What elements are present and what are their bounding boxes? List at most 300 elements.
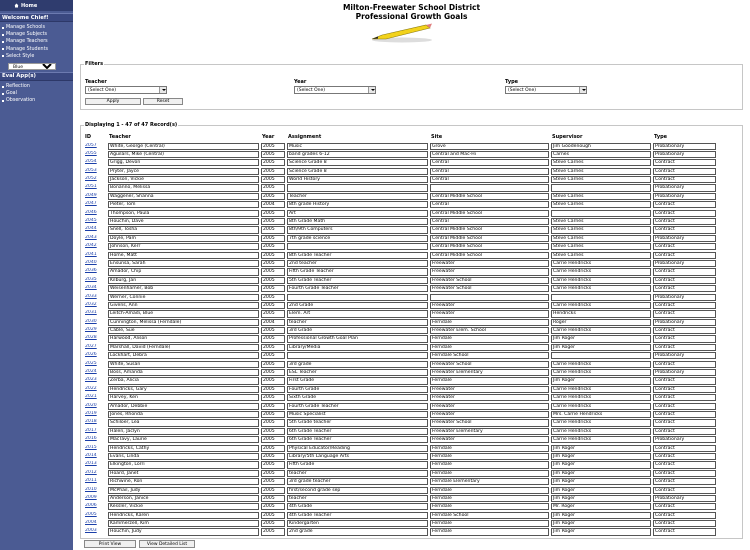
cell-type: Contract xyxy=(653,159,716,166)
table-row xyxy=(84,503,739,511)
cell-supervisor: Jim Goodenough xyxy=(551,143,651,150)
cell-assignment: 3rd grade teacher xyxy=(287,478,428,485)
record-id-link[interactable]: 2009 xyxy=(84,495,106,502)
cell-type: Contract xyxy=(653,377,716,384)
type-select[interactable] xyxy=(505,86,587,94)
cell-type: Probationary xyxy=(653,369,716,376)
cell-site: Freewater xyxy=(430,403,549,410)
cell-year: 2005 xyxy=(261,268,285,275)
cell-assignment: 2nd teacher xyxy=(287,260,428,267)
cell-type: Contract xyxy=(653,201,716,208)
record-id-link[interactable]: 2020 xyxy=(84,403,106,410)
page-header xyxy=(73,0,750,56)
cell-assignment: ESL Teacher xyxy=(287,369,428,376)
type-select-value: (Select One) xyxy=(508,87,536,93)
record-id-link[interactable]: 2054 xyxy=(84,159,106,166)
cell-site: Freewater xyxy=(430,394,549,401)
year-filter xyxy=(294,79,376,94)
cell-year: 2005 xyxy=(261,344,285,351)
record-id-link[interactable]: 2021 xyxy=(84,394,106,401)
cell-teacher: Leitch-Amadi, Blue xyxy=(108,310,259,317)
table-body xyxy=(84,142,739,536)
cell-site: Central xyxy=(430,176,549,183)
cell-teacher: Pryter, Jayce xyxy=(108,168,259,175)
menu-observation[interactable] xyxy=(2,97,73,104)
menu-label: Observation xyxy=(6,98,36,104)
table-row xyxy=(84,142,739,150)
record-id-link[interactable]: 2035 xyxy=(84,277,106,284)
cell-teacher: Houchin, Judy xyxy=(108,528,259,535)
results-legend: Displaying 1 - 47 of 47 Record(s) xyxy=(85,122,178,128)
cell-supervisor: Carnes xyxy=(551,151,651,158)
table-row xyxy=(84,461,739,469)
table-row xyxy=(84,159,739,167)
table-row xyxy=(84,285,739,293)
cell-year: 2005 xyxy=(261,528,285,535)
table-row xyxy=(84,528,739,536)
menu-manage-schools[interactable] xyxy=(2,24,73,31)
record-id-link[interactable]: 2006 xyxy=(84,503,106,510)
cell-type: Contract xyxy=(653,310,716,317)
cell-year: 2005 xyxy=(261,226,285,233)
cell-year: 2005 xyxy=(261,369,285,376)
cell-site: Freewater xyxy=(430,310,549,317)
column-header-year[interactable]: Year xyxy=(262,134,275,140)
cell-teacher: McPhail, Judy xyxy=(108,487,259,494)
record-id-link[interactable]: 2040 xyxy=(84,260,106,267)
record-id-link[interactable]: 2011 xyxy=(84,478,106,485)
record-id-link[interactable]: 2023 xyxy=(84,377,106,384)
record-id-link[interactable]: 2046 xyxy=(84,210,106,217)
record-id-link[interactable]: 2044 xyxy=(84,226,106,233)
cell-year: 2005 xyxy=(261,294,285,301)
view-detailed-list-button[interactable]: View Detailed List xyxy=(139,540,195,548)
cell-site: Central Middle School xyxy=(430,243,549,250)
table-row xyxy=(84,209,739,217)
cell-teacher: Snell, Tosha xyxy=(108,226,259,233)
cell-year: 2005 xyxy=(261,352,285,359)
record-id-link[interactable]: 2003 xyxy=(84,528,106,535)
table-row xyxy=(84,402,739,410)
table-row xyxy=(84,427,739,435)
cell-teacher: Amador, Chip xyxy=(108,268,259,275)
cell-teacher: White, George (Central) xyxy=(108,143,259,150)
cell-type: Probationary xyxy=(653,235,716,242)
record-id-link[interactable]: 2018 xyxy=(84,419,106,426)
cell-site: Freewater xyxy=(430,268,549,275)
cell-teacher: Hendricks, Karen xyxy=(108,512,259,519)
record-id-link[interactable]: 2034 xyxy=(84,285,106,292)
cell-supervisor: Jim Roger xyxy=(551,495,651,502)
table-row xyxy=(84,184,739,192)
cell-type: Contract xyxy=(653,268,716,275)
record-id-link[interactable]: 2004 xyxy=(84,520,106,527)
record-id-link[interactable]: 2049 xyxy=(84,193,106,200)
record-id-link[interactable]: 2033 xyxy=(84,294,106,301)
cell-assignment: 5th Grade teacher xyxy=(287,419,428,426)
cell-assignment: 3rd Grade xyxy=(287,327,428,334)
cell-teacher: Evans, Linda xyxy=(108,453,259,460)
cell-assignment: First Grade xyxy=(287,377,428,384)
cell-assignment: Fifth Grade Teacher xyxy=(287,268,428,275)
menu-reflection[interactable] xyxy=(2,83,73,90)
bullet-icon xyxy=(2,55,4,57)
cell-supervisor: Jim Roger xyxy=(551,520,651,527)
cell-assignment: 8th Grade Teacher xyxy=(287,252,428,259)
cell-site: Central xyxy=(430,218,549,225)
menu-manage-teachers[interactable] xyxy=(2,38,73,45)
filters-panel xyxy=(80,61,743,110)
column-header-assignment[interactable]: Assignment xyxy=(288,134,322,140)
cell-type: Contract xyxy=(653,344,716,351)
record-id-link[interactable]: 2043 xyxy=(84,235,106,242)
cell-teacher: Johnson, Kerr xyxy=(108,243,259,250)
cell-site: Ferndale xyxy=(430,461,549,468)
record-id-link[interactable]: 2014 xyxy=(84,453,106,460)
cell-type: Contract xyxy=(653,210,716,217)
record-id-link[interactable]: 2032 xyxy=(84,302,106,309)
cell-assignment: 4th Grade Teacher xyxy=(287,512,428,519)
cell-year: 2005 xyxy=(261,168,285,175)
cell-assignment: Fourth Grade Teacher xyxy=(287,403,428,410)
cell-site: Freewater xyxy=(430,436,549,443)
sidebar xyxy=(0,0,73,550)
record-id-link[interactable]: 2028 xyxy=(84,335,106,342)
cell-year: 2005 xyxy=(261,243,285,250)
cell-assignment: 5th Grade Teacher xyxy=(287,277,428,284)
column-header-site[interactable]: Site xyxy=(431,134,443,140)
column-header-type[interactable]: Type xyxy=(654,134,668,140)
cell-teacher: Doyle, Pam xyxy=(108,235,259,242)
cell-year: 2005 xyxy=(261,218,285,225)
type-filter xyxy=(505,79,587,94)
record-id-link[interactable]: 2015 xyxy=(84,445,106,452)
cell-teacher: Pieter, Tom xyxy=(108,201,259,208)
cell-supervisor: Roger xyxy=(551,319,651,326)
cell-site: Freewater xyxy=(430,411,549,418)
menu-label: Manage Subjects xyxy=(6,32,48,38)
table-row xyxy=(84,360,739,368)
cell-site: Central Middle School xyxy=(430,235,549,242)
cell-year: 2005 xyxy=(261,436,285,443)
cell-site: Ferndale School xyxy=(430,512,549,519)
cell-site: Ferndale xyxy=(430,495,549,502)
cell-supervisor: Jim Roger xyxy=(551,478,651,485)
record-id-link[interactable]: 2005 xyxy=(84,512,106,519)
cell-type: Contract xyxy=(653,361,716,368)
record-id-link[interactable]: 2017 xyxy=(84,428,106,435)
column-header-teacher[interactable]: Teacher xyxy=(109,134,131,140)
record-id-link[interactable]: 2025 xyxy=(84,361,106,368)
cell-assignment: Kindergarten xyxy=(287,520,428,527)
cell-type: Contract xyxy=(653,176,716,183)
cell-supervisor: Carrie Hendricks xyxy=(551,369,651,376)
record-id-link[interactable]: 2012 xyxy=(84,470,106,477)
cell-supervisor: Carrie Hendricks xyxy=(551,394,651,401)
cell-type: Contract xyxy=(653,503,716,510)
teacher-label: Teacher xyxy=(85,79,107,85)
cell-year: 2005 xyxy=(261,235,285,242)
cell-assignment xyxy=(287,243,428,250)
cell-year: 2005 xyxy=(261,277,285,284)
cell-site: Ferndale xyxy=(430,319,549,326)
cell-type: Probationary xyxy=(653,352,716,359)
table-row xyxy=(84,251,739,259)
table-row xyxy=(84,218,739,226)
bullet-icon xyxy=(2,34,4,36)
table-row xyxy=(84,301,739,309)
cell-teacher: Zerba, Alicia xyxy=(108,377,259,384)
record-id-link[interactable]: 2031 xyxy=(84,310,106,317)
style-select[interactable] xyxy=(8,63,56,70)
cell-year: 2004 xyxy=(261,201,285,208)
menu-select-style[interactable] xyxy=(2,53,73,60)
cell-site: Central Middle School xyxy=(430,252,549,259)
bullet-icon xyxy=(2,48,4,50)
table-row xyxy=(84,234,739,242)
cell-supervisor: Steve Carnes xyxy=(551,193,651,200)
cell-year: 2005 xyxy=(261,151,285,158)
table-row xyxy=(84,469,739,477)
menu-label: Manage Students xyxy=(6,46,48,52)
teacher-filter xyxy=(85,79,167,94)
cell-assignment xyxy=(287,294,428,301)
cell-type: Probationary xyxy=(653,260,716,267)
cell-assignment: Science Grade 8 xyxy=(287,159,428,166)
record-id-link[interactable]: 2045 xyxy=(84,218,106,225)
table-row xyxy=(84,276,739,284)
cell-teacher: Amador, Debbie xyxy=(108,403,259,410)
cell-site: Freewater School xyxy=(430,277,549,284)
cell-site: Ferndale xyxy=(430,487,549,494)
cell-year: 2005 xyxy=(261,184,285,191)
cell-supervisor: Jim Roger xyxy=(551,453,651,460)
record-id-link[interactable]: 2052 xyxy=(84,176,106,183)
cell-type: Contract xyxy=(653,394,716,401)
cell-site: Ferndale xyxy=(430,377,549,384)
cell-site: Freewater Elementary xyxy=(430,428,549,435)
home-icon xyxy=(14,3,19,8)
cell-site: Central xyxy=(430,168,549,175)
record-id-link[interactable]: 2019 xyxy=(84,411,106,418)
cell-year: 2005 xyxy=(261,428,285,435)
cell-assignment: Library/Media xyxy=(287,344,428,351)
table-row xyxy=(84,343,739,351)
cell-assignment: first/second grade sep xyxy=(287,487,428,494)
home-link[interactable] xyxy=(0,0,73,11)
record-id-link[interactable]: 2029 xyxy=(84,327,106,334)
cell-type: Contract xyxy=(653,520,716,527)
cell-teacher: Anderson, Janice xyxy=(108,495,259,502)
cell-year: 2005 xyxy=(261,143,285,150)
cell-type: Probationary xyxy=(653,151,716,158)
cell-year: 2005 xyxy=(261,411,285,418)
menu-manage-students[interactable] xyxy=(2,46,73,53)
cell-supervisor: Carrie Hendricks xyxy=(551,436,651,443)
teacher-select[interactable] xyxy=(85,86,167,94)
year-select-value: (Select One) xyxy=(297,87,325,93)
cell-teacher: White, Susan xyxy=(108,361,259,368)
cell-site: Ferndale xyxy=(430,520,549,527)
cell-site: Freewater School xyxy=(430,361,549,368)
record-id-link[interactable]: 2047 xyxy=(84,201,106,208)
cell-type: Contract xyxy=(653,285,716,292)
record-id-link[interactable]: 2042 xyxy=(84,243,106,250)
cell-site xyxy=(430,184,549,191)
cell-site: Central and Mac-Hi xyxy=(430,151,549,158)
apply-button[interactable]: Apply xyxy=(85,98,141,105)
table-row xyxy=(84,478,739,486)
cell-type: Contract xyxy=(653,218,716,225)
cell-site: Ferndale xyxy=(430,453,549,460)
year-select[interactable] xyxy=(294,86,376,94)
cell-type: Contract xyxy=(653,461,716,468)
column-header-id[interactable]: ID xyxy=(85,134,92,140)
cell-type: Contract xyxy=(653,302,716,309)
column-header-supervisor[interactable]: Supervisor xyxy=(552,134,583,140)
eval-menu xyxy=(0,81,73,107)
table-row xyxy=(84,226,739,234)
pencil-icon xyxy=(368,22,438,44)
bullet-icon xyxy=(2,27,4,29)
cell-assignment: Art xyxy=(287,210,428,217)
record-id-link[interactable]: 2016 xyxy=(84,436,106,443)
record-id-link[interactable]: 2030 xyxy=(84,319,106,326)
table-row xyxy=(84,377,739,385)
cell-teacher: Weisenhamer, Bob xyxy=(108,285,259,292)
record-id-link[interactable]: 2026 xyxy=(84,352,106,359)
cell-year: 2005 xyxy=(261,487,285,494)
cell-year: 2005 xyxy=(261,386,285,393)
cell-assignment: Fifth Grade xyxy=(287,461,428,468)
table-row xyxy=(84,192,739,200)
cell-assignment: 8th Grade Math xyxy=(287,218,428,225)
record-id-link[interactable]: 2041 xyxy=(84,252,106,259)
cell-supervisor: Mr. Roger xyxy=(551,503,651,510)
table-row xyxy=(84,452,739,460)
cell-site: Freewater xyxy=(430,386,549,393)
cell-site: Freewater Elementary xyxy=(430,369,549,376)
menu-manage-subjects[interactable] xyxy=(2,31,73,38)
cell-site: Ferndale xyxy=(430,344,549,351)
cell-year: 2005 xyxy=(261,361,285,368)
cell-type: Probationary xyxy=(653,193,716,200)
cell-teacher: Lockhart, Debra xyxy=(108,352,259,359)
record-id-link[interactable]: 2055 xyxy=(84,151,106,158)
cell-teacher: Givens, Ann xyxy=(108,302,259,309)
manage-menu xyxy=(0,22,73,62)
menu-goal[interactable] xyxy=(2,90,73,97)
record-id-link[interactable]: 2010 xyxy=(84,487,106,494)
cell-supervisor: Carrie Hendricks xyxy=(551,260,651,267)
cell-teacher: Harvey, Ken xyxy=(108,394,259,401)
record-id-link[interactable]: 2022 xyxy=(84,386,106,393)
record-id-link[interactable]: 2051 xyxy=(84,184,106,191)
cell-site: Central xyxy=(430,201,549,208)
cell-assignment: Teacher xyxy=(287,193,428,200)
record-id-link[interactable]: 2036 xyxy=(84,268,106,275)
cell-teacher: Hoard, Janet xyxy=(108,470,259,477)
cell-teacher: Schiloer, Lea xyxy=(108,419,259,426)
cell-teacher: Marshall, David (Ferndale) xyxy=(108,344,259,351)
filters-legend: Filters xyxy=(85,61,104,67)
cell-year: 2005 xyxy=(261,478,285,485)
bullet-icon xyxy=(2,93,4,95)
cell-site: Central Middle School xyxy=(430,210,549,217)
cell-teacher: Jones, Rhonda xyxy=(108,411,259,418)
cell-site: Ferndale xyxy=(430,445,549,452)
cell-site: Freewater School xyxy=(430,419,549,426)
cell-assignment xyxy=(287,352,428,359)
bullet-icon xyxy=(2,86,4,88)
reset-button[interactable]: Reset xyxy=(143,98,183,105)
teacher-select-value: (Select One) xyxy=(88,87,116,93)
table-row xyxy=(84,167,739,175)
cell-year: 2005 xyxy=(261,394,285,401)
cell-teacher: Boss, Amanda xyxy=(108,369,259,376)
record-id-link[interactable]: 2013 xyxy=(84,461,106,468)
cell-site: Central Middle School xyxy=(430,193,549,200)
cell-teacher: Kilburg, Jan xyxy=(108,277,259,284)
cell-assignment: 2nd Grade xyxy=(287,302,428,309)
cell-assignment: 3rd grade xyxy=(287,361,428,368)
cell-teacher: Houchin, Dave xyxy=(108,218,259,225)
cell-teacher: Cunnington, Melissa (Ferndale) xyxy=(108,319,259,326)
cell-assignment: 8th/9th Computers xyxy=(287,226,428,233)
cell-supervisor: Steve Carnes xyxy=(551,252,651,259)
cell-assignment: 6th Grade Teacher xyxy=(287,436,428,443)
table-row xyxy=(84,268,739,276)
record-id-link[interactable]: 2024 xyxy=(84,369,106,376)
cell-site: Ferndale xyxy=(430,528,549,535)
record-id-link[interactable]: 2057 xyxy=(84,143,106,150)
cell-assignment: Music xyxy=(287,143,428,150)
table-row xyxy=(84,444,739,452)
table-row xyxy=(84,318,739,326)
table-row xyxy=(84,486,739,494)
cell-type: Contract xyxy=(653,512,716,519)
cell-supervisor: Carrie Hendricks xyxy=(551,419,651,426)
cell-year: 2005 xyxy=(261,159,285,166)
cell-site: Ferndale xyxy=(430,503,549,510)
record-id-link[interactable]: 2027 xyxy=(84,344,106,351)
table-row xyxy=(84,327,739,335)
cell-supervisor: Carrie Hendricks xyxy=(551,428,651,435)
print-view-button[interactable]: Print View xyxy=(84,540,136,548)
type-label: Type xyxy=(505,79,519,85)
cell-supervisor xyxy=(551,210,651,217)
cell-assignment: World History xyxy=(287,176,428,183)
cell-supervisor: Jim Roger xyxy=(551,512,651,519)
cell-assignment: Elem. Art xyxy=(287,310,428,317)
table-row xyxy=(84,335,739,343)
cell-year: 2005 xyxy=(261,512,285,519)
cell-supervisor: Carrie Hendricks xyxy=(551,285,651,292)
cell-teacher: Hendricks, Cathy xyxy=(108,445,259,452)
table-row xyxy=(84,411,739,419)
cell-assignment: Science Grade 8 xyxy=(287,168,428,175)
chevron-down-icon xyxy=(579,87,586,93)
cell-assignment: Physical Educator/Reading xyxy=(287,445,428,452)
cell-assignment: Sixth Grade xyxy=(287,394,428,401)
cell-year: 2005 xyxy=(261,495,285,502)
cell-type: Contract xyxy=(653,335,716,342)
cell-year: 2005 xyxy=(261,445,285,452)
record-id-link[interactable]: 2053 xyxy=(84,168,106,175)
table-row xyxy=(84,369,739,377)
cell-type: Contract xyxy=(653,386,716,393)
table-row xyxy=(84,201,739,209)
